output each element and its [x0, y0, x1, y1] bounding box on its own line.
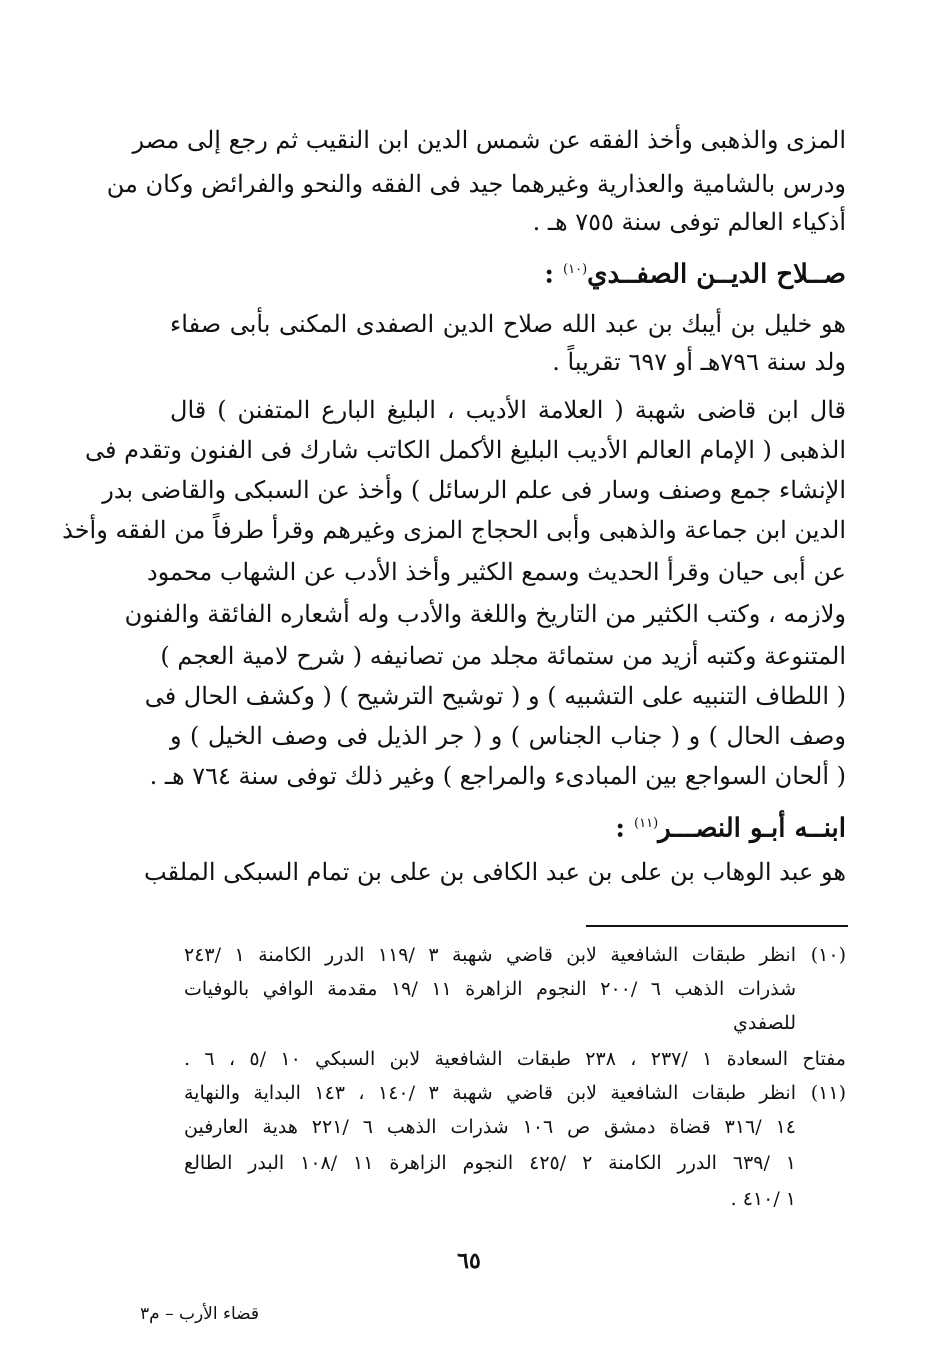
body-line: المتنوعة وكتبه أزيد من ستمائة مجلد من تصانيفه ( شرح لامية العجم )	[160, 642, 846, 670]
body-line: ( اللطاف التنبيه على التشبيه ) و ( توشيح الترشيح ) ( وكشف الحال فى	[144, 682, 846, 710]
footnote-number: (١٠)	[810, 944, 846, 966]
footnote-number: (١١)	[810, 1082, 846, 1104]
heading-title: صــلاح الديــن الصفــدي	[587, 259, 846, 290]
signature-mark: قضاء الأرب – م٣	[140, 1304, 260, 1324]
body-line: الذهبى ( الإمام العالم الأديب البليغ الأكمل الكاتب شارك فى الفنون وتقدم فى	[84, 436, 846, 464]
body-line: ( ألحان السواجع بين المبادىء والمراجع ) وغير ذلك توفى سنة ٧٦٤ هـ .	[149, 762, 846, 790]
body-line: قال ابن قاضى شهبة ( العلامة الأديب ، البليغ البارع المتفنن ) قال	[170, 396, 846, 424]
footnote-line: للصفدي	[732, 1012, 796, 1034]
section-heading	[615, 804, 846, 844]
footnote-ref: (١٠)	[563, 262, 588, 277]
heading-colon: :	[615, 813, 625, 844]
body-line: عن أبى حيان وقرأ الحديث وسمع الكثير وأخذ الأدب عن الشهاب محمود	[146, 558, 846, 586]
footnote-line: ١ /٤١٠ .	[730, 1188, 796, 1210]
page-number: ٦٥	[457, 1248, 481, 1274]
body-line: ولازمه ، وكتب الكثير من التاريخ واللغة والأدب وله أشعاره الفائقة والفنون	[124, 600, 846, 628]
footnote-line: ١٤ /٣١٦ قضاة دمشق ص ١٠٦ شذرات الذهب ٦ /٢٢١ هدية العارفين	[184, 1116, 796, 1138]
footnote-ref: (١١)	[634, 816, 659, 831]
body-line: الإنشاء جمع وصنف وسار فى علم الرسائل ) وأخذ عن السبكى والقاضى بدر	[102, 476, 846, 504]
body-line: هو خليل بن أيبك بن عبد الله صلاح الدين الصفدى المكنى بأبى صفاء	[170, 310, 846, 338]
footnote-separator	[586, 925, 848, 927]
footnote-line: انظر طبقات الشافعية لابن قاضي شهبة ٣ /١١٩ الدرر الكامنة ١ /٢٤٣	[184, 944, 796, 966]
heading-title: ابنــه أبـو النصـــر	[658, 813, 846, 844]
body-line: هو عبد الوهاب بن على بن عبد الكافى بن على بن تمام السبكى الملقب	[144, 858, 846, 886]
body-line: المزى والذهبى وأخذ الفقه عن شمس الدين ابن النقيب ثم رجع إلى مصر	[132, 126, 846, 154]
body-line: وصف الحال ) و ( جناب الجناس ) و ( جر الذيل فى وصف الخيل ) و	[170, 722, 846, 750]
section-heading	[544, 250, 846, 290]
heading-colon: :	[544, 259, 554, 290]
body-line: أذكياء العالم توفى سنة ٧٥٥ هـ .	[532, 208, 846, 236]
footnote-line: مفتاح السعادة ١ /٢٣٧ ، ٢٣٨ طبقات الشافعية لابن السبكي ١٠ /٥ ، ٦ .	[184, 1048, 846, 1070]
footnote-line: شذرات الذهب ٦ /٢٠٠ النجوم الزاهرة ١١ /١٩ مقدمة الوافي بالوفيات	[184, 978, 797, 1000]
body-line: ولد سنة ٧٩٦هـ أو ٦٩٧ تقريباً .	[552, 348, 846, 376]
body-line: ودرس بالشامية والعذارية وغيرهما جيد فى الفقه والنحو والفرائض وكان من	[106, 170, 846, 198]
body-line: الدين ابن جماعة والذهبى وأبى الحجاج المزى وغيرهم وقرأ طرفاً من الفقه وأخذ	[62, 516, 846, 544]
footnote-line: انظر طبقات الشافعية لابن قاضي شهبة ٣ /١٤٠ ، ١٤٣ البداية والنهاية	[184, 1082, 796, 1104]
footnote-line: ١ /٦٣٩ الدرر الكامنة ٢ /٤٢٥ النجوم الزاهرة ١١ /١٠٨ البدر الطالع	[184, 1152, 796, 1174]
